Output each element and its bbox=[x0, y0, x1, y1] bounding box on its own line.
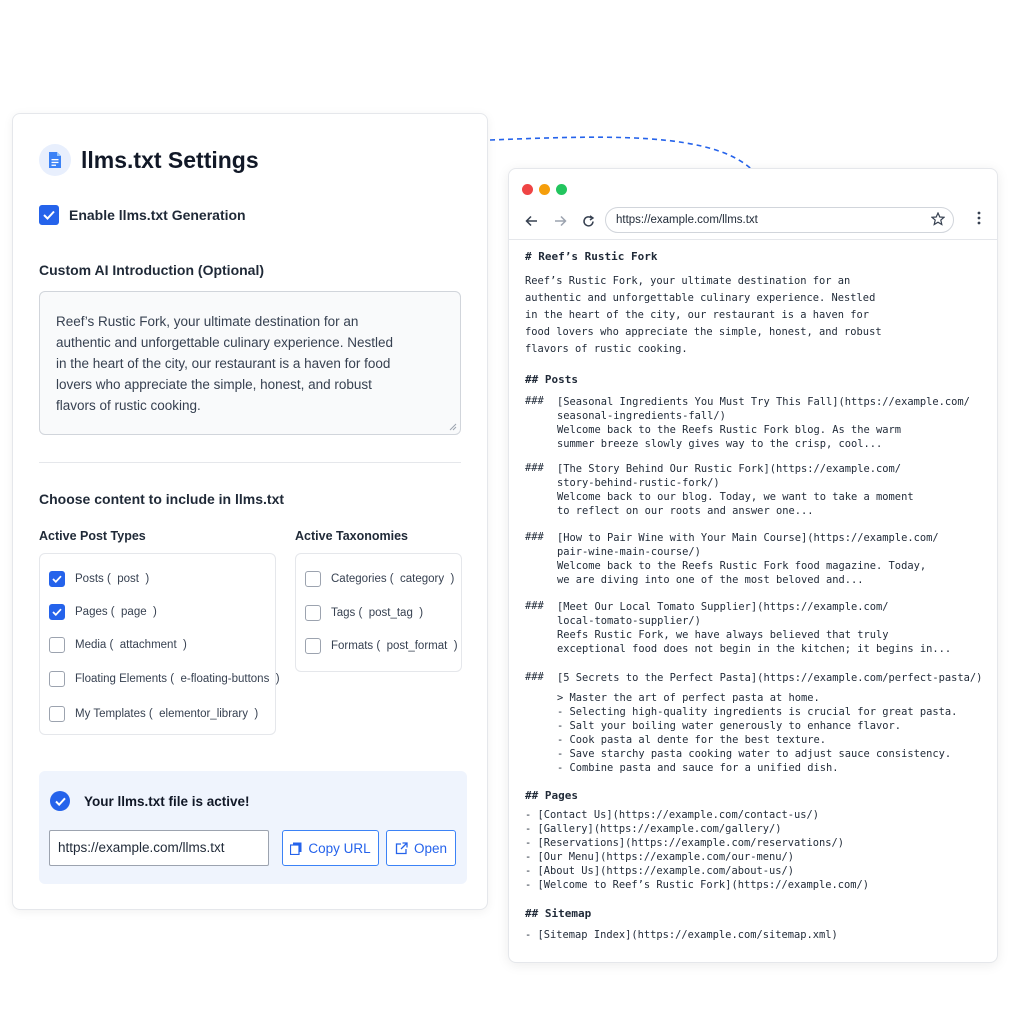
intro-line: in the heart of the city, our restaurant is a haven for food bbox=[56, 356, 391, 371]
post-marker: ### bbox=[525, 600, 544, 612]
option-label: My Templates ( elementor_library ) bbox=[75, 708, 259, 720]
option-label: Media ( attachment ) bbox=[75, 639, 187, 651]
option-label: Posts ( post ) bbox=[75, 573, 150, 585]
post-entry: [The Story Behind Our Rustic Fork](https://example.com/ story-behind-rustic-fork/) Welcome back to our blog. Today, we want to take a moment to reflect on our roots and answer one... bbox=[557, 463, 914, 517]
intro-line: authentic and unforgettable culinary experience. Nestled bbox=[56, 335, 393, 350]
taxonomy-option-format[interactable] bbox=[305, 638, 458, 654]
external-link-icon bbox=[395, 842, 408, 855]
settings-header bbox=[39, 144, 259, 176]
doc-heading: # Reef’s Rustic Fork bbox=[525, 250, 658, 263]
pages-list: - [Contact Us](https://example.com/contact-us/) - [Gallery](https://example.com/gallery/) - [Reservations](https://example.com/reservations/) - [Our Menu](https://example.com/our-menu/) - [About Us](https://example.com/about-us/) - [Welcome to Reef’s Rustic Fork](https://example.com/) bbox=[525, 809, 870, 891]
pages-heading: ## Pages bbox=[525, 789, 578, 802]
taxonomy-option-category[interactable] bbox=[305, 571, 454, 587]
more-menu-icon[interactable] bbox=[977, 211, 981, 225]
copy-url-button[interactable] bbox=[282, 830, 379, 866]
enable-generation-toggle[interactable] bbox=[39, 205, 246, 225]
post-marker: ### bbox=[525, 671, 544, 683]
post-types-label: Active Post Types bbox=[39, 529, 146, 543]
file-url-field[interactable]: https://example.com/llms.txt bbox=[49, 830, 269, 866]
sitemap-heading: ## Sitemap bbox=[525, 907, 592, 920]
status-panel bbox=[39, 771, 467, 884]
option-label: Pages ( page ) bbox=[75, 606, 157, 618]
close-window-dot[interactable] bbox=[522, 184, 533, 195]
address-bar[interactable] bbox=[605, 207, 954, 233]
choose-content-label: Choose content to include in llms.txt bbox=[39, 491, 285, 507]
option-label: Tags ( post_tag ) bbox=[331, 607, 424, 619]
back-arrow-icon[interactable] bbox=[521, 211, 541, 231]
post-type-checkbox[interactable] bbox=[49, 571, 65, 587]
post-type-checkbox[interactable] bbox=[49, 671, 65, 687]
post-type-checkbox[interactable] bbox=[49, 637, 65, 653]
forward-arrow-icon[interactable] bbox=[550, 211, 570, 231]
sitemap-list: - [Sitemap Index](https://example.com/sitemap.xml) bbox=[525, 929, 838, 941]
maximize-window-dot[interactable] bbox=[556, 184, 567, 195]
reload-icon[interactable] bbox=[578, 211, 598, 231]
open-button[interactable] bbox=[386, 830, 456, 866]
post-type-option-attachment[interactable] bbox=[49, 637, 187, 653]
copy-icon bbox=[290, 842, 302, 855]
enable-generation-label: Enable llms.txt Generation bbox=[69, 207, 246, 223]
resize-handle-icon[interactable] bbox=[449, 423, 457, 431]
doc-intro: Reef’s Rustic Fork, your ultimate destination for an authentic and unforgettable culinary experience. Nestled in the heart of the city, our restaurant is a haven for food lovers who appreciate the simple, honest, and robust flavors of rustic cooking. bbox=[525, 275, 882, 355]
open-label: Open bbox=[413, 840, 448, 856]
option-label: Formats ( post_format ) bbox=[331, 640, 458, 652]
taxonomy-checkbox[interactable] bbox=[305, 638, 321, 654]
option-label: Categories ( category ) bbox=[331, 573, 455, 585]
intro-line: flavors of rustic cooking. bbox=[56, 398, 201, 413]
status-row bbox=[50, 791, 250, 811]
option-label: Floating Elements ( e-floating-buttons ) bbox=[75, 673, 280, 685]
post-entry: [Meet Our Local Tomato Supplier](https://example.com/ local-tomato-supplier/) Reefs Rustic Fork, we have always believed that truly exceptional food does not begin in the kitchen; it begins in... bbox=[557, 601, 952, 655]
taxonomy-option-tag[interactable] bbox=[305, 605, 423, 621]
section-divider bbox=[39, 462, 461, 463]
settings-panel bbox=[12, 113, 488, 910]
post-entry: [How to Pair Wine with Your Main Course](https://example.com/ pair-wine-main-course/) Welcome back to the Reefs Rustic Fork food magazine. Today, we are diving into one of the most beloved and... bbox=[557, 532, 939, 586]
taxonomies-list bbox=[295, 553, 462, 672]
copy-url-label: Copy URL bbox=[308, 840, 371, 856]
post-type-option-post[interactable] bbox=[49, 571, 149, 587]
post-entry: [Seasonal Ingredients You Must Try This Fall](https://example.com/ seasonal-ingredients-fall/) Welcome back to the Reefs Rustic Fork blog. As the warm summer breeze slowly gives way to the crisp, cool... bbox=[557, 396, 970, 450]
post-type-checkbox[interactable] bbox=[49, 604, 65, 620]
document-icon bbox=[39, 144, 71, 176]
post-marker: ### bbox=[525, 531, 544, 543]
enable-generation-checkbox[interactable] bbox=[39, 205, 59, 225]
post-type-option-page[interactable] bbox=[49, 604, 157, 620]
intro-line: lovers who appreciate the simple, honest, and robust bbox=[56, 377, 372, 392]
post-marker: ### bbox=[525, 395, 544, 407]
page-title: llms.txt Settings bbox=[81, 146, 259, 173]
intro-label: Custom AI Introduction (Optional) bbox=[39, 262, 265, 278]
minimize-window-dot[interactable] bbox=[539, 184, 550, 195]
post-type-option-floating[interactable] bbox=[49, 671, 280, 687]
taxonomy-checkbox[interactable] bbox=[305, 605, 321, 621]
post-marker: ### bbox=[525, 462, 544, 474]
post-types-list bbox=[39, 553, 280, 735]
post-entry: [5 Secrets to the Perfect Pasta](https://example.com/perfect-pasta/) > Master the art of perfect pasta at home. - Selecting high-quality ingredients is crucial for great pasta. - Salt your boiling water generously to enhance flavor. - Cook pasta al dente for the best texture. - Save starchy pasta cooking water to adjust sauce consistency. - Combine pasta and sauce for a unified dish. bbox=[557, 672, 983, 774]
check-circle-icon bbox=[50, 791, 70, 811]
toolbar-divider bbox=[509, 239, 997, 240]
post-type-option-templates[interactable] bbox=[49, 706, 258, 722]
intro-textarea[interactable] bbox=[39, 291, 461, 435]
post-type-checkbox[interactable] bbox=[49, 706, 65, 722]
intro-line: Reef’s Rustic Fork, your ultimate destination for an bbox=[56, 314, 359, 329]
address-url: https://example.com/llms.txt bbox=[616, 214, 758, 226]
browser-window bbox=[508, 168, 998, 963]
posts-heading: ## Posts bbox=[525, 373, 578, 386]
taxonomies-label: Active Taxonomies bbox=[295, 529, 409, 543]
bookmark-star-icon[interactable] bbox=[931, 212, 945, 226]
status-message: Your llms.txt file is active! bbox=[84, 793, 250, 809]
taxonomy-checkbox[interactable] bbox=[305, 571, 321, 587]
